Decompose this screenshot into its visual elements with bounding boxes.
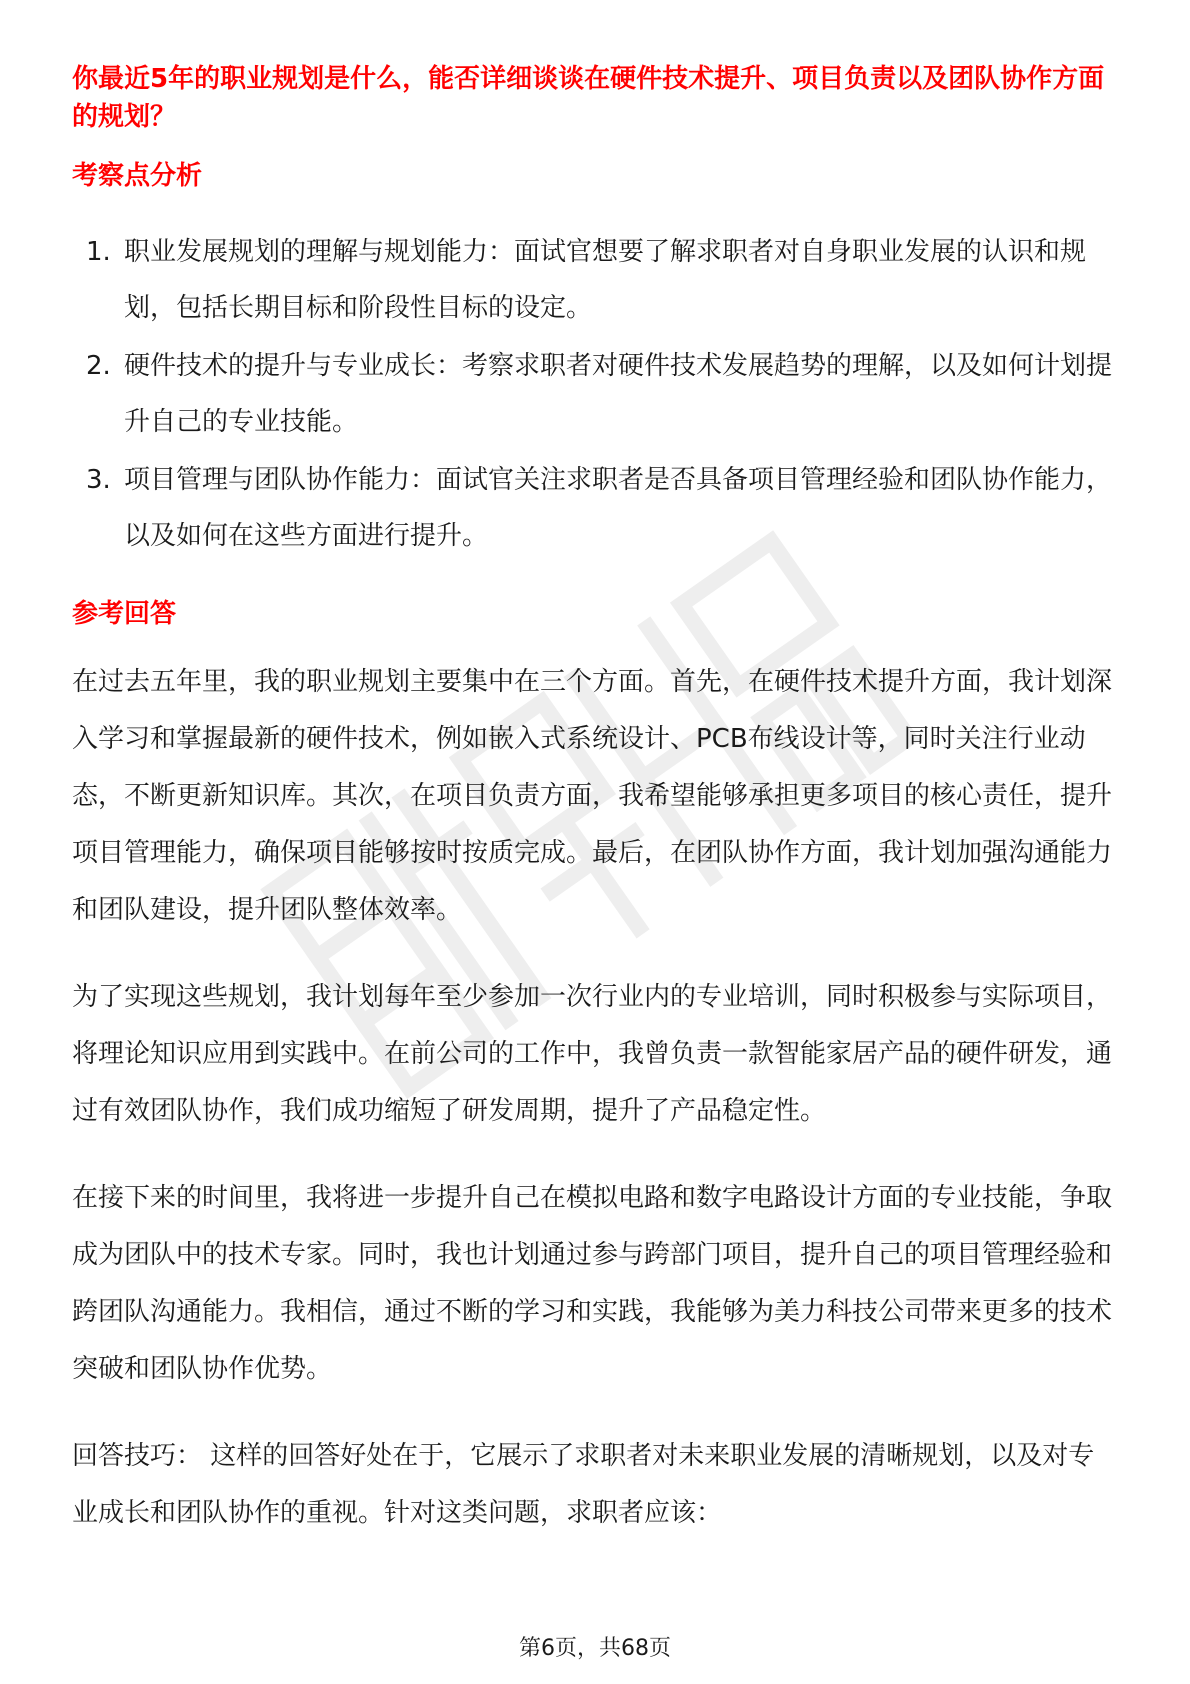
analysis-points-list	[72, 224, 1117, 564]
point-number: 2.	[86, 351, 111, 381]
question-heading: 你最近5年的职业规划是什么，能否详细谈谈在硬件技术提升、项目负责以及团队协作方面的规划？	[72, 64, 1105, 132]
analysis-point	[72, 452, 1117, 564]
answer-paragraph: 在接下来的时间里，我将进一步提升自己在模拟电路和数字电路设计方面的专业技能，争取成为团队中的技术专家。同时，我也计划通过参与跨部门项目，提升自己的项目管理经验和跨团队沟通能力。我相信，通过不断的学习和实践，我能够为美力科技公司带来更多的技术突破和团队协作优势。	[72, 1183, 1113, 1384]
answer-paragraph: 为了实现这些规划，我计划每年至少参加一次行业内的专业培训，同时积极参与实际项目，将理论知识应用到实践中。在前公司的工作中，我曾负责一款智能家居产品的硬件研发，通过有效团队协作，我们成功缩短了研发周期，提升了产品稳定性。	[72, 982, 1113, 1126]
answer-tips-paragraph: 回答技巧： 这样的回答好处在于，它展示了求职者对未来职业发展的清晰规划，以及对专业成长和团队协作的重视。针对这类问题，求职者应该：	[72, 1441, 1095, 1528]
answer-paragraph: 在过去五年里，我的职业规划主要集中在三个方面。首先，在硬件技术提升方面，我计划深入学习和掌握最新的硬件技术，例如嵌入式系统设计、PCB布线设计等，同时关注行业动态，不断更新知识库。其次，在项目负责方面，我希望能够承担更多项目的核心责任，提升项目管理能力，确保项目能够按时按质完成。最后，在团队协作方面，我计划加强沟通能力和团队建设，提升团队整体效率。	[72, 667, 1113, 925]
analysis-point	[72, 224, 1117, 336]
point-text: 职业发展规划的理解与规划能力：面试官想要了解求职者对自身职业发展的认识和规划，包括长期目标和阶段性目标的设定。	[124, 237, 1087, 323]
analysis-point	[72, 338, 1117, 450]
point-number: 3.	[86, 465, 111, 495]
point-text: 项目管理与团队协作能力：面试官关注求职者是否具备项目管理经验和团队协作能力，以及如何在这些方面进行提升。	[124, 465, 1113, 551]
point-text: 硬件技术的提升与专业成长：考察求职者对硬件技术发展趋势的理解，以及如何计划提升自己的专业技能。	[124, 351, 1113, 437]
page-number-footer: 第6页，共68页	[519, 1636, 671, 1661]
answer-section-title: 参考回答	[72, 599, 177, 629]
analysis-section-title: 考察点分析	[72, 161, 203, 191]
document-content	[72, 60, 1117, 1572]
point-number: 1.	[86, 237, 111, 267]
